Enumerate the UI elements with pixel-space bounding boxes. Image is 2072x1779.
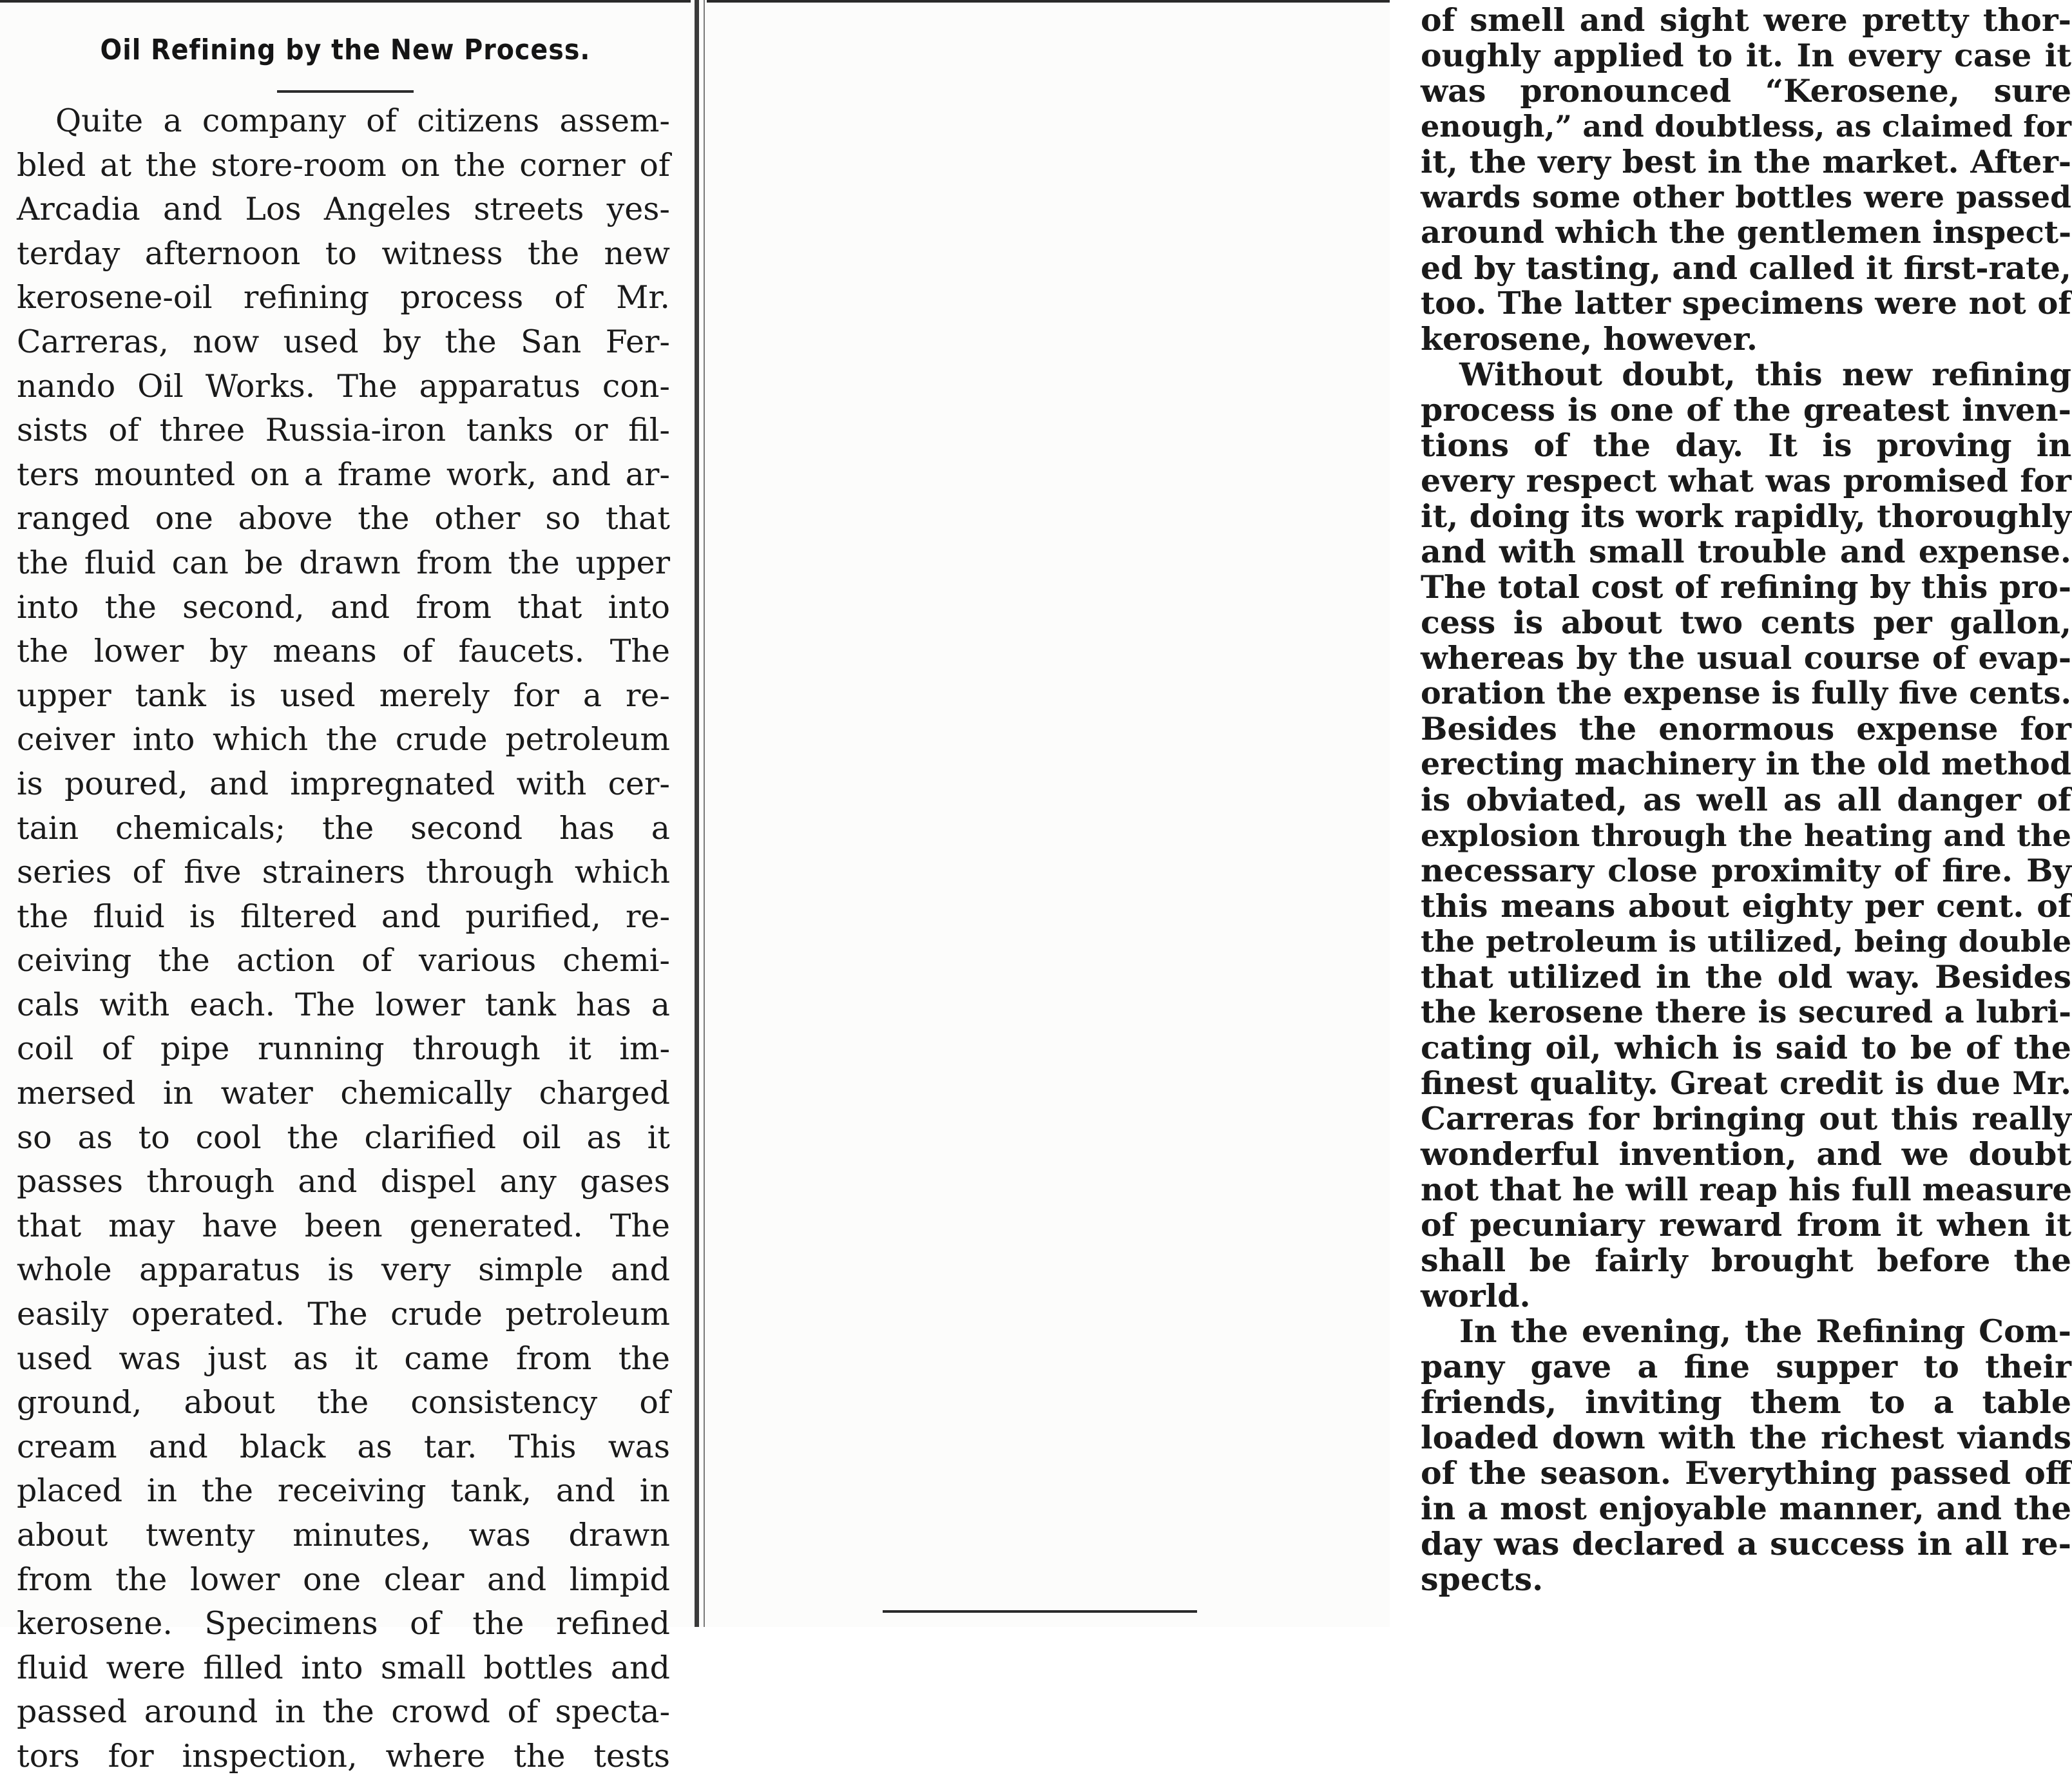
text-line: of smell and sight were pretty thor-: [1421, 1, 2071, 39]
text-line: sists of three Russia-iron tanks or fil-: [17, 412, 670, 449]
text-line: necessary close proximity of fire. By: [1421, 852, 2071, 889]
text-line: day was declared a success in all re-: [1421, 1525, 2071, 1563]
right-column-text: [1421, 3, 2071, 1597]
text-line: passes through and dispel any gases: [17, 1163, 670, 1200]
text-line: and with small trouble and expense.: [1421, 533, 2071, 570]
text-line: the petroleum is utilized, being double: [1421, 924, 2071, 959]
text-line: Without doubt, this new refining: [1459, 356, 2071, 393]
article-end-rule: [883, 1610, 1197, 1613]
text-line: Besides the enormous expense for: [1421, 710, 2071, 747]
text-line: so as to cool the clarified oil as it: [17, 1119, 670, 1156]
text-line: cating oil, which is said to be of the: [1421, 1029, 2071, 1066]
text-line: finest quality. Great credit is due Mr.: [1421, 1065, 2071, 1102]
text-line: nando Oil Works. The apparatus con-: [17, 367, 670, 405]
headline-rule: [277, 90, 414, 93]
text-line: explosion through the heating and the: [1421, 818, 2071, 853]
text-line: kerosene, however.: [1421, 320, 1758, 358]
text-line: fluid were filled into small bottles and: [17, 1649, 670, 1686]
text-line: Carreras, now used by the San Fer-: [17, 323, 670, 360]
text-line: pany gave a fine supper to their: [1421, 1348, 2071, 1385]
text-line: cream and black as tar. This was: [17, 1428, 670, 1465]
text-line: about twenty minutes, was drawn: [17, 1517, 670, 1553]
text-line: mersed in water chemically charged: [17, 1075, 670, 1112]
text-line: was pronounced “Kerosene, sure: [1421, 72, 2071, 110]
text-line: kerosene-oil refining process of Mr.: [17, 279, 670, 316]
text-line: it, doing its work rapidly, thoroughly: [1421, 497, 2071, 535]
column-divider: [695, 0, 699, 1627]
text-line: is poured, and impregnated with cer-: [17, 765, 670, 802]
text-line: Quite a company of citizens assem-: [55, 102, 670, 139]
text-line: bled at the store-room on the corner of: [17, 146, 670, 184]
text-line: it, the very best in the market. After-: [1421, 144, 2071, 180]
text-line: The total cost of refining by this pro-: [1421, 569, 2071, 606]
text-line: world.: [1421, 1277, 1531, 1314]
text-line: that utilized in the old way. Besides: [1421, 958, 2071, 995]
text-line: ceiver into which the crude petroleum: [17, 721, 670, 758]
text-line: series of five strainers through which: [17, 854, 670, 891]
text-line: every respect what was promised for: [1421, 462, 2071, 499]
text-line: easily operated. The crude petroleum: [17, 1296, 670, 1333]
text-line: that may have been generated. The: [17, 1207, 670, 1244]
text-line: upper tank is used merely for a re-: [17, 677, 670, 714]
text-line: erecting machinery in the old method: [1421, 746, 2071, 782]
text-line: the fluid is filtered and purified, re-: [17, 898, 670, 935]
text-line: enough,” and doubtless, as claimed for: [1421, 109, 2071, 144]
text-line: whereas by the usual course of evap-: [1421, 640, 2071, 677]
text-line: Arcadia and Los Angeles streets yes-: [17, 191, 670, 228]
text-line: of the season. Everything passed off: [1421, 1454, 2071, 1492]
text-line: wards some other bottles were passed: [1421, 180, 2071, 215]
text-line: is obviated, as well as all danger of: [1421, 781, 2071, 818]
text-line: ceiving the action of various chemi-: [17, 942, 670, 979]
text-line: into the second, and from that into: [17, 588, 670, 626]
text-line: too. The latter specimens were not of: [1421, 285, 2071, 322]
text-line: cals with each. The lower tank has a: [17, 986, 670, 1023]
text-line: ters mounted on a frame work, and ar-: [17, 456, 670, 493]
text-line: shall be fairly brought before the: [1421, 1242, 2071, 1279]
left-column: [0, 0, 691, 1774]
text-line: tions of the day. It is proving in: [1421, 427, 2071, 464]
text-line: ground, about the consistency of: [17, 1384, 670, 1421]
text-line: wonderful invention, and we doubt: [1421, 1135, 2071, 1173]
text-line: friends, inviting them to a table: [1421, 1383, 2071, 1421]
headline: Oil Refining by the New Process.: [100, 34, 591, 66]
text-line: oration the expense is fully five cents.: [1421, 675, 2071, 711]
text-line: used was just as it came from the: [17, 1340, 670, 1377]
text-line: kerosene. Specimens of the refined: [17, 1605, 670, 1642]
text-line: ed by tasting, and called it first-rate,: [1421, 249, 2071, 287]
right-column: [707, 0, 2072, 1627]
text-line: In the evening, the Refining Com-: [1459, 1313, 2071, 1350]
text-line: the kerosene there is secured a lubri-: [1421, 994, 2071, 1030]
text-line: in a most enjoyable manner, and the: [1421, 1490, 2071, 1527]
text-line: placed in the receiving tank, and in: [17, 1472, 670, 1510]
text-line: oughly applied to it. In every case it: [1421, 37, 2071, 74]
text-line: process is one of the greatest inven-: [1421, 391, 2071, 428]
text-line: ranged one above the other so that: [17, 500, 670, 537]
left-column-text: [17, 99, 670, 1779]
text-line: terday afternoon to witness the new: [17, 235, 670, 272]
column-divider-inner: [704, 0, 705, 1627]
text-line: from the lower one clear and limpid: [17, 1561, 670, 1598]
text-line: around which the gentlemen inspect-: [1421, 215, 2071, 251]
text-line: this means about eighty per cent. of: [1421, 887, 2071, 925]
text-line: not that he will reap his full measure: [1421, 1171, 2072, 1208]
text-line: the fluid can be drawn from the upper: [17, 544, 670, 581]
text-line: spects.: [1421, 1561, 1544, 1598]
text-line: passed around in the crowd of specta-: [17, 1693, 670, 1731]
text-line: whole apparatus is very simple and: [17, 1251, 670, 1289]
text-line: tain chemicals; the second has a: [17, 809, 670, 847]
text-line: the lower by means of faucets. The: [17, 633, 670, 670]
text-line: loaded down with the richest viands: [1421, 1419, 2071, 1456]
text-line: cess is about two cents per gallon,: [1421, 604, 2071, 641]
text-line: tors for inspection, where the tests: [17, 1737, 670, 1774]
text-line: Carreras for bringing out this really: [1421, 1100, 2071, 1137]
text-line: coil of pipe running through it im-: [17, 1030, 670, 1068]
text-line: of pecuniary reward from it when it: [1421, 1206, 2071, 1244]
